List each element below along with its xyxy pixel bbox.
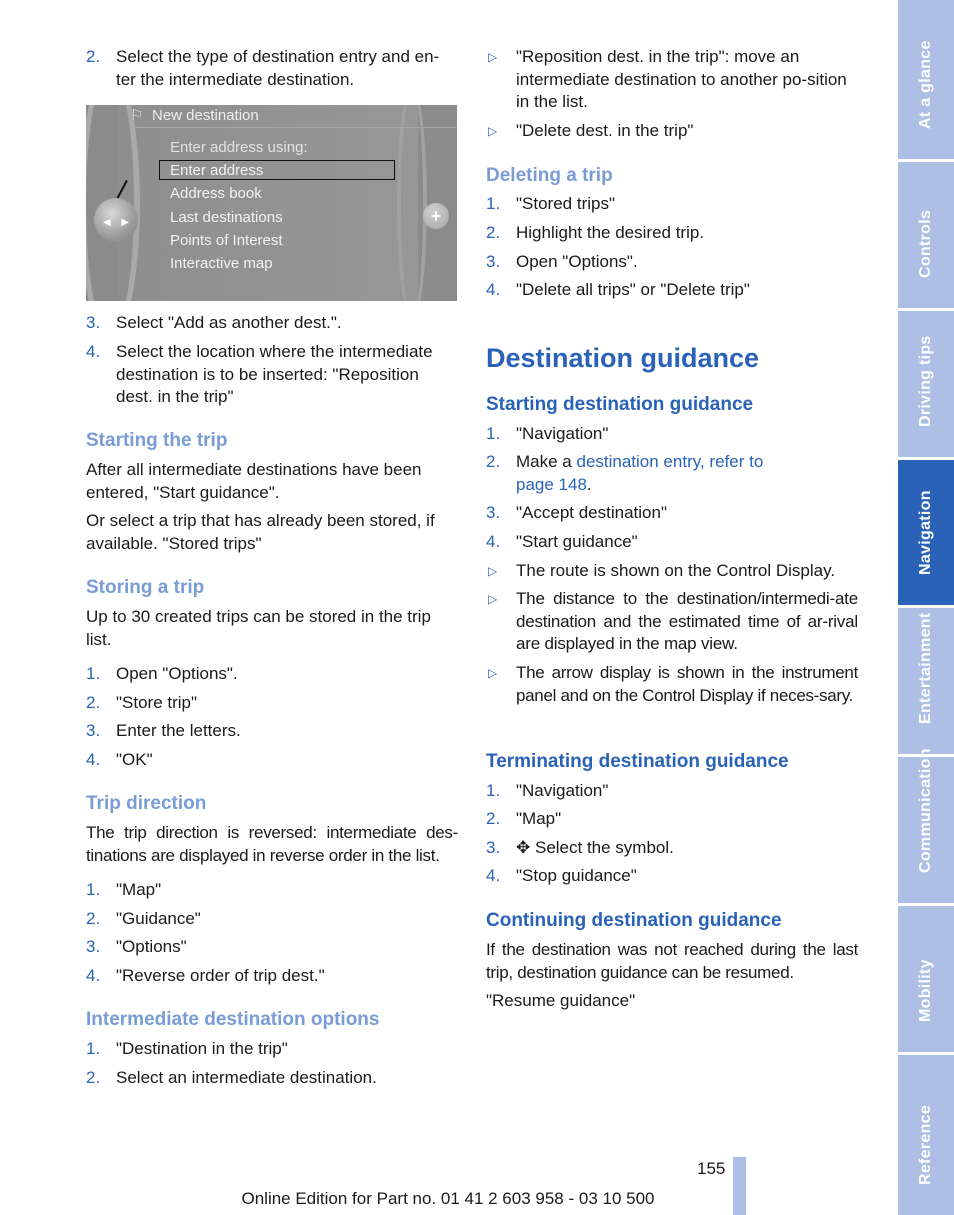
list-item [86, 1067, 458, 1090]
bullet-text: The arrow display is shown in the instrument panel and on the Control Display if neces-sary. [516, 663, 858, 705]
list-item [86, 879, 458, 902]
idrive-screenshot [86, 105, 457, 301]
heading-trip-direction: Trip direction [86, 793, 207, 814]
paragraph: After all intermediate destinations have been entered, "Start guidance". [86, 460, 422, 502]
menu-item-address-book: Address book [170, 185, 262, 203]
flag-symbol-icon: ✥ [516, 838, 531, 857]
step-number: 2. [486, 452, 501, 471]
menu-item-interactive-map: Interactive map [170, 255, 273, 273]
tab-driving-tips[interactable]: Driving tips [898, 311, 954, 457]
tab-controls[interactable]: Controls [898, 162, 954, 308]
triangle-bullet-icon: ▷ [488, 592, 498, 606]
paragraph: If the destination was not reached during the last trip, destination guidance can be resumed. [486, 940, 858, 982]
list-item [86, 46, 458, 91]
triangle-bullet-icon: ▷ [488, 124, 498, 138]
footer: Online Edition for Part no. 01 41 2 603 958 - 03 10 500 [241, 1189, 655, 1208]
step-number: 2. [486, 223, 501, 242]
bullet-item [486, 588, 858, 656]
page-number: 155 [697, 1159, 726, 1178]
step-number: 1. [86, 1039, 101, 1058]
page-reference-link[interactable]: destination entry, refer to page 148 [516, 452, 764, 494]
tab-entertainment[interactable]: Entertainment [898, 608, 954, 754]
step-number: 3. [486, 503, 501, 522]
bullet-text: The distance to the destination/intermedi-ate destination and the estimated time of ar-rival are displayed in the map view. [516, 589, 858, 653]
step-number: 3. [86, 937, 101, 956]
step-text: "Navigation" [516, 781, 609, 800]
step-number: 2. [486, 809, 501, 828]
step-text: "Map" [516, 809, 562, 828]
list-item [86, 1038, 458, 1061]
step-number: 1. [486, 194, 501, 213]
bullet-text: The route is shown on the Control Display. [516, 561, 836, 580]
list-item [86, 663, 458, 686]
step-number: 1. [86, 880, 101, 899]
list-item [486, 780, 858, 803]
list-item: 2. Make a destination entry, refer to page 148. [486, 452, 764, 494]
step-text: Select the symbol. [534, 838, 674, 857]
step-text: "Store trip" [116, 693, 198, 712]
list-item [486, 222, 858, 245]
step-number: 4. [86, 750, 101, 769]
step-number: 2. [86, 47, 101, 66]
bullet-item [486, 560, 858, 583]
list-item [86, 692, 458, 715]
step-text: "Destination in the trip" [116, 1039, 288, 1058]
list-item [486, 531, 858, 554]
paragraph: "Resume guidance" [486, 991, 636, 1010]
step-number: 3. [486, 838, 501, 857]
step-text: Open "Options". [516, 252, 638, 271]
step-text: "Delete all trips" or "Delete trip" [516, 280, 750, 299]
list-item [486, 837, 858, 860]
step-text: "Guidance" [116, 909, 201, 928]
step-text: "Start guidance" [516, 532, 638, 551]
list-item [486, 193, 858, 216]
list-item [86, 908, 458, 931]
step-number: 3. [86, 313, 101, 332]
step-number: 4. [86, 342, 101, 361]
step-number: 1. [486, 781, 501, 800]
navigation-icon: ⚐ [130, 107, 144, 124]
section-title: Destination guidance [486, 343, 760, 373]
step-text: "Map" [116, 880, 162, 899]
menu-item-last-destinations: Last destinations [170, 208, 283, 226]
list-item [86, 312, 458, 335]
step-text: Select the location where the intermediate destination is to be inserted: "Reposition dest. in the trip" [116, 342, 433, 406]
screen-title: ⚐ New destination [130, 107, 259, 124]
list-item [486, 279, 858, 302]
heading-deleting-trip: Deleting a trip [486, 165, 613, 186]
bullet-item [486, 120, 858, 143]
step-number: 4. [486, 866, 501, 885]
list-item [86, 341, 458, 409]
step-text: "Reverse order of trip dest." [116, 966, 325, 985]
list-item [86, 720, 458, 743]
screen-menu [170, 136, 308, 275]
step-text: "Accept destination" [516, 503, 667, 522]
step-text: Enter the letters. [116, 721, 241, 740]
zoom-plus-icon: + [423, 203, 449, 229]
list-item [486, 808, 858, 831]
paragraph: The trip direction is reversed: intermediate des-tinations are displayed in reverse order in the list. [86, 823, 458, 865]
heading-starting-guidance: Starting destination guidance [486, 394, 754, 415]
list-item [486, 423, 858, 446]
selection-highlight [159, 160, 395, 180]
list-item [486, 865, 858, 888]
list-item [86, 749, 458, 772]
menu-header: Enter address using: [170, 139, 308, 156]
step-text: Highlight the desired trip. [516, 223, 705, 242]
list-item [486, 502, 858, 525]
triangle-bullet-icon: ▷ [488, 50, 498, 64]
heading-intermediate-options: Intermediate destination options [86, 1009, 380, 1030]
paragraph: Up to 30 created trips can be stored in the trip list. [86, 607, 431, 649]
heading-terminating-guidance: Terminating destination guidance [486, 751, 789, 772]
bullet-item [486, 662, 858, 707]
step-number: 4. [486, 532, 501, 551]
triangle-bullet-icon: ▷ [488, 564, 498, 578]
list-item [86, 965, 458, 988]
step-text: "Stop guidance" [516, 866, 637, 885]
step-number: 1. [86, 664, 101, 683]
step-number: 4. [486, 280, 501, 299]
list-item [86, 936, 458, 959]
step-text: Select "Add as another dest.". [116, 313, 342, 332]
menu-item-enter-address: Enter address [170, 162, 264, 180]
step-text: "OK" [116, 750, 153, 769]
step-text: "Stored trips" [516, 194, 615, 213]
tab-reference[interactable]: Reference [898, 1055, 954, 1215]
menu-item-points-of-interest: Points of Interest [170, 231, 283, 249]
tab-communication[interactable]: Communication [898, 757, 954, 903]
heading-starting-trip: Starting the trip [86, 430, 228, 451]
triangle-bullet-icon: ▷ [488, 666, 497, 680]
list-item [486, 251, 858, 274]
step-number: 3. [486, 252, 501, 271]
step-text: Select an intermediate destination. [116, 1068, 377, 1087]
step-text: "Navigation" [516, 424, 609, 443]
step-number: 1. [486, 424, 501, 443]
step-text: Select the type of destination entry and en-ter the intermediate destination. [116, 47, 440, 89]
step-number: 2. [86, 909, 101, 928]
step-number: 4. [86, 966, 101, 985]
step-text: "Options" [116, 937, 187, 956]
step-number: 3. [86, 721, 101, 740]
heading-storing-trip: Storing a trip [86, 577, 205, 598]
paragraph: Or select a trip that has already been stored, if available. "Stored trips" [86, 511, 435, 553]
tab-navigation[interactable]: Navigation [898, 460, 954, 605]
step-number: 2. [86, 693, 101, 712]
tab-at-a-glance[interactable]: At a glance [898, 0, 954, 159]
bullet-text: "Delete dest. in the trip" [516, 121, 694, 140]
step-number: 2. [86, 1068, 101, 1087]
controller-knob-icon: ◀ ▶ [94, 198, 138, 242]
tab-mobility[interactable]: Mobility [898, 906, 954, 1052]
bullet-item [486, 46, 858, 114]
step-text: Make a [516, 452, 577, 471]
heading-continuing-guidance: Continuing destination guidance [486, 910, 782, 931]
step-text: Open "Options". [116, 664, 238, 683]
bullet-text: "Reposition dest. in the trip": move an intermediate destination to another po-sition in the list. [516, 47, 847, 111]
